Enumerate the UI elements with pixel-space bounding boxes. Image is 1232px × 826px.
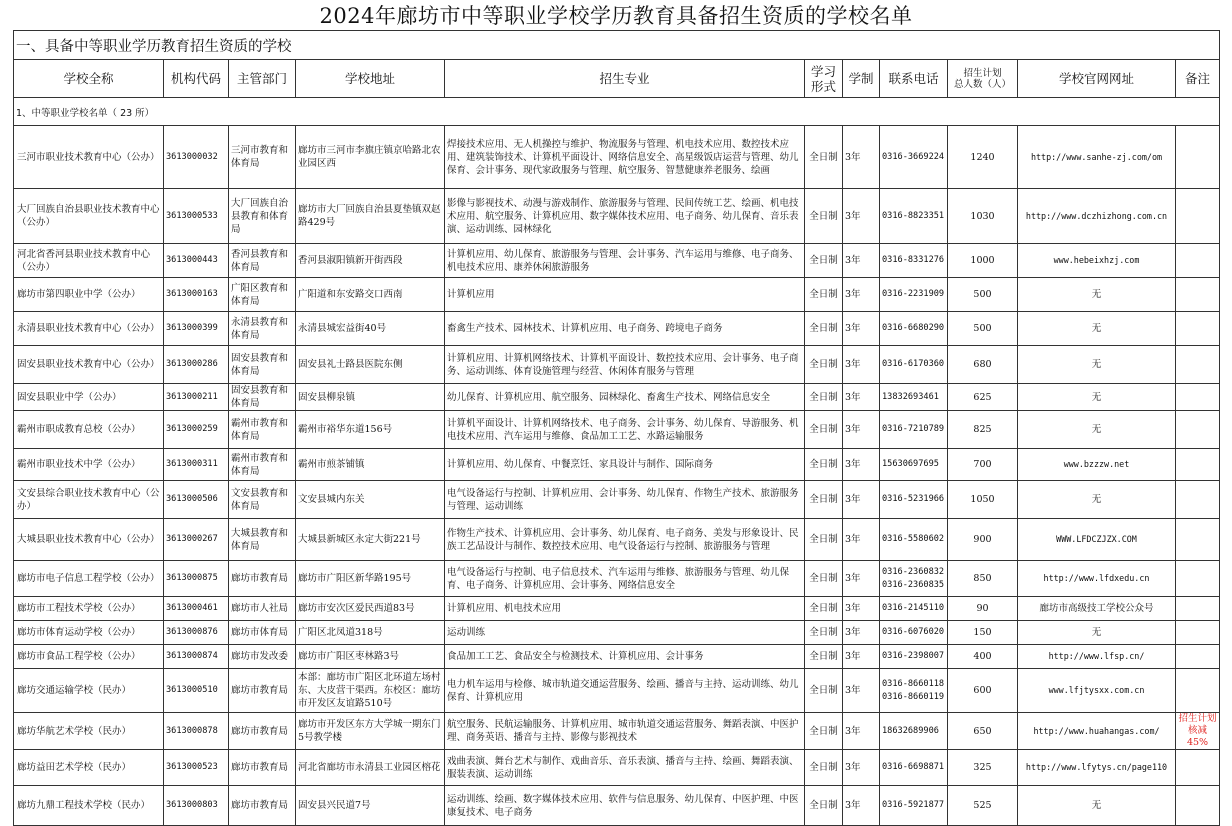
header-remark: 备注 bbox=[1176, 60, 1220, 98]
school-name-cell: 廊坊华航艺术学校（民办） bbox=[14, 713, 164, 750]
table-row bbox=[14, 786, 1220, 826]
duration-cell: 3年 bbox=[843, 561, 880, 597]
address-cell: 廊坊市开发区东方大学城一期东门5号教学楼 bbox=[296, 713, 445, 750]
majors-cell: 计算机应用、计算机网络技术、计算机平面设计、数控技术应用、会计事务、电子商务、运动训练、体育设施管理与经营、休闲体育服务与管理 bbox=[445, 346, 805, 384]
header-dept: 主管部门 bbox=[229, 60, 296, 98]
remark-cell bbox=[1176, 597, 1220, 621]
department-cell: 霸州市教育和体育局 bbox=[229, 411, 296, 449]
enrollment-plan-cell: 500 bbox=[948, 278, 1018, 312]
institution-code-cell: 3613000506 bbox=[164, 481, 229, 519]
address-cell: 永清县城宏益街40号 bbox=[296, 312, 445, 346]
department-cell: 固安县教育和体育局 bbox=[229, 384, 296, 411]
duration-cell: 3年 bbox=[843, 481, 880, 519]
header-code: 机构代码 bbox=[164, 60, 229, 98]
majors-cell: 焊接技术应用、无人机操控与维护、物流服务与管理、机电技术应用、数控技术应用、建筑装饰技术、计算机平面设计、网络信息安全、高星级饭店运营与管理、幼儿保育、会计事务、现代家政服务与管理、航空服务、智慧健康养老服务、绘画 bbox=[445, 126, 805, 189]
table-row bbox=[14, 519, 1220, 561]
header-study-form-line1: 学习 bbox=[810, 63, 836, 79]
enrollment-plan-cell: 90 bbox=[948, 597, 1018, 621]
phone-cell: 0316-2398007 bbox=[880, 645, 948, 669]
enrollment-plan-cell: 150 bbox=[948, 621, 1018, 645]
website-cell: 无 bbox=[1018, 346, 1176, 384]
website-cell: 无 bbox=[1018, 786, 1176, 826]
institution-code-cell: 3613000533 bbox=[164, 189, 229, 244]
schools-table bbox=[13, 30, 1220, 826]
table-row bbox=[14, 645, 1220, 669]
website-cell[interactable]: http://www.lfdxedu.cn bbox=[1018, 561, 1176, 597]
school-name-cell: 河北省香河县职业技术教育中心（公办） bbox=[14, 244, 164, 278]
department-cell: 香河县教育和体育局 bbox=[229, 244, 296, 278]
phone-cell: 0316-8331276 bbox=[880, 244, 948, 278]
table-row bbox=[14, 312, 1220, 346]
phone-cell: 0316-5921877 bbox=[880, 786, 948, 826]
phone-cell: 0316-6698871 bbox=[880, 750, 948, 786]
header-phone: 联系电话 bbox=[880, 60, 948, 98]
study-form-cell: 全日制 bbox=[805, 411, 843, 449]
institution-code-cell: 3613000875 bbox=[164, 561, 229, 597]
phone-cell: 0316-5580602 bbox=[880, 519, 948, 561]
institution-code-cell: 3613000461 bbox=[164, 597, 229, 621]
study-form-cell: 全日制 bbox=[805, 519, 843, 561]
enrollment-plan-cell: 650 bbox=[948, 713, 1018, 750]
duration-cell: 3年 bbox=[843, 750, 880, 786]
majors-cell: 电气设备运行与控制、电子信息技术、汽车运用与维修、旅游服务与管理、幼儿保育、电子商务、计算机应用、会计事务、网络信息安全 bbox=[445, 561, 805, 597]
majors-cell: 运动训练 bbox=[445, 621, 805, 645]
table-row bbox=[14, 597, 1220, 621]
institution-code-cell: 3613000286 bbox=[164, 346, 229, 384]
remark-cell bbox=[1176, 786, 1220, 826]
majors-cell: 作物生产技术、计算机应用、会计事务、幼儿保育、电子商务、美发与形象设计、民族工艺品设计与制作、数控技术应用、电气设备运行与控制、旅游服务与管理 bbox=[445, 519, 805, 561]
table-row bbox=[14, 126, 1220, 189]
remark-cell bbox=[1176, 312, 1220, 346]
majors-cell: 计算机平面设计、计算机网络技术、电子商务、会计事务、幼儿保育、导游服务、机电技术应用、汽车运用与维修、食品加工工艺、水路运输服务 bbox=[445, 411, 805, 449]
remark-cell bbox=[1176, 519, 1220, 561]
table-row bbox=[14, 481, 1220, 519]
department-cell: 霸州市教育和体育局 bbox=[229, 449, 296, 481]
website-cell[interactable]: http://www.sanhe-zj.com/om bbox=[1018, 126, 1176, 189]
website-cell[interactable]: http://www.lfytys.cn/page110 bbox=[1018, 750, 1176, 786]
enrollment-plan-cell: 325 bbox=[948, 750, 1018, 786]
institution-code-cell: 3613000311 bbox=[164, 449, 229, 481]
duration-cell: 3年 bbox=[843, 278, 880, 312]
section-title: 一、具备中等职业学历教育招生资质的学校 bbox=[14, 31, 1220, 60]
phone-cell: 0316-2360832 0316-2360835 bbox=[880, 561, 948, 597]
school-name-cell: 廊坊市体育运动学校（公办） bbox=[14, 621, 164, 645]
table-row bbox=[14, 346, 1220, 384]
majors-cell: 食品加工工艺、食品安全与检测技术、计算机应用、会计事务 bbox=[445, 645, 805, 669]
phone-cell: 0316-2145110 bbox=[880, 597, 948, 621]
address-cell: 河北省廊坊市永清县工业园区榕花 bbox=[296, 750, 445, 786]
phone-cell: 0316-8823351 bbox=[880, 189, 948, 244]
duration-cell: 3年 bbox=[843, 669, 880, 713]
majors-cell: 电力机车运用与检修、城市轨道交通运营服务、绘画、播音与主持、运动训练、幼儿保育、计算机应用 bbox=[445, 669, 805, 713]
enrollment-plan-cell: 525 bbox=[948, 786, 1018, 826]
school-name-cell: 三河市职业技术教育中心（公办） bbox=[14, 126, 164, 189]
address-cell: 大城县新城区永定大街221号 bbox=[296, 519, 445, 561]
website-cell[interactable]: 廊坊市高级技工学校公众号 bbox=[1018, 597, 1176, 621]
department-cell: 廊坊市体育局 bbox=[229, 621, 296, 645]
phone-cell: 0316-6680290 bbox=[880, 312, 948, 346]
study-form-cell: 全日制 bbox=[805, 244, 843, 278]
enrollment-plan-cell: 600 bbox=[948, 669, 1018, 713]
header-plan-line1: 招生计划 bbox=[963, 67, 1002, 79]
majors-cell: 计算机应用、机电技术应用 bbox=[445, 597, 805, 621]
duration-cell: 3年 bbox=[843, 449, 880, 481]
enrollment-plan-cell: 825 bbox=[948, 411, 1018, 449]
remark-cell bbox=[1176, 126, 1220, 189]
school-name-cell: 廊坊市电子信息工程学校（公办） bbox=[14, 561, 164, 597]
enrollment-plan-cell: 850 bbox=[948, 561, 1018, 597]
department-cell: 永清县教育和体育局 bbox=[229, 312, 296, 346]
phone-cell: 0316-6170360 bbox=[880, 346, 948, 384]
enrollment-plan-cell: 400 bbox=[948, 645, 1018, 669]
majors-cell: 影像与影视技术、动漫与游戏制作、旅游服务与管理、民间传统工艺、绘画、机电技术应用、航空服务、计算机应用、数字媒体技术应用、电子商务、幼儿保育、音乐表演、运动训练、园林绿化 bbox=[445, 189, 805, 244]
study-form-cell: 全日制 bbox=[805, 561, 843, 597]
school-name-cell: 固安县职业中学（公办） bbox=[14, 384, 164, 411]
website-cell[interactable]: http://www.huahangas.com/ bbox=[1018, 713, 1176, 750]
website-cell: 无 bbox=[1018, 481, 1176, 519]
department-cell: 廊坊市发改委 bbox=[229, 645, 296, 669]
institution-code-cell: 3613000878 bbox=[164, 713, 229, 750]
study-form-cell: 全日制 bbox=[805, 312, 843, 346]
subsection-title: 1、中等职业学校名单（ 23 所） bbox=[14, 98, 1220, 126]
institution-code-cell: 3613000259 bbox=[164, 411, 229, 449]
duration-cell: 3年 bbox=[843, 312, 880, 346]
duration-cell: 3年 bbox=[843, 384, 880, 411]
table-row bbox=[14, 621, 1220, 645]
table-header-row bbox=[14, 60, 1220, 98]
department-cell: 广阳区教育和体育局 bbox=[229, 278, 296, 312]
table-row bbox=[14, 278, 1220, 312]
school-name-cell: 大城县职业技术教育中心（公办） bbox=[14, 519, 164, 561]
duration-cell: 3年 bbox=[843, 244, 880, 278]
enrollment-plan-cell: 1050 bbox=[948, 481, 1018, 519]
study-form-cell: 全日制 bbox=[805, 189, 843, 244]
majors-cell: 计算机应用、幼儿保育、旅游服务与管理、会计事务、汽车运用与维修、电子商务、机电技术应用、康养休闲旅游服务 bbox=[445, 244, 805, 278]
department-cell: 廊坊市教育局 bbox=[229, 713, 296, 750]
majors-cell: 计算机应用、幼儿保育、中餐烹饪、家具设计与制作、国际商务 bbox=[445, 449, 805, 481]
table-row bbox=[14, 669, 1220, 713]
address-cell: 廊坊市大厂回族自治县夏垫镇双赵路429号 bbox=[296, 189, 445, 244]
department-cell: 廊坊市教育局 bbox=[229, 561, 296, 597]
address-cell: 广阳道和东安路交口西南 bbox=[296, 278, 445, 312]
institution-code-cell: 3613000803 bbox=[164, 786, 229, 826]
school-name-cell: 廊坊市工程技术学校（公办） bbox=[14, 597, 164, 621]
institution-code-cell: 3613000399 bbox=[164, 312, 229, 346]
school-name-cell: 霸州市职成教育总校（公办） bbox=[14, 411, 164, 449]
document-title: 2024年廊坊市中等职业学校学历教育具备招生资质的学校名单 bbox=[319, 4, 913, 28]
phone-cell: 13832693461 bbox=[880, 384, 948, 411]
school-name-cell: 霸州市职业技术中学（公办） bbox=[14, 449, 164, 481]
institution-code-cell: 3613000510 bbox=[164, 669, 229, 713]
study-form-cell: 全日制 bbox=[805, 481, 843, 519]
enrollment-plan-cell: 700 bbox=[948, 449, 1018, 481]
study-form-cell: 全日制 bbox=[805, 713, 843, 750]
study-form-cell: 全日制 bbox=[805, 346, 843, 384]
table-row bbox=[14, 713, 1220, 750]
table-row bbox=[14, 561, 1220, 597]
header-website: 学校官网网址 bbox=[1018, 60, 1176, 98]
institution-code-cell: 3613000874 bbox=[164, 645, 229, 669]
majors-cell: 计算机应用 bbox=[445, 278, 805, 312]
address-cell: 文安县城内东关 bbox=[296, 481, 445, 519]
table-row bbox=[14, 449, 1220, 481]
department-cell: 大城县教育和体育局 bbox=[229, 519, 296, 561]
duration-cell: 3年 bbox=[843, 645, 880, 669]
enrollment-plan-cell: 900 bbox=[948, 519, 1018, 561]
remark-cell bbox=[1176, 561, 1220, 597]
institution-code-cell: 3613000163 bbox=[164, 278, 229, 312]
address-cell: 廊坊市广阳区枣林路3号 bbox=[296, 645, 445, 669]
table-row bbox=[14, 750, 1220, 786]
address-cell: 固安县兴民道7号 bbox=[296, 786, 445, 826]
website-cell: 无 bbox=[1018, 312, 1176, 346]
website-cell: 无 bbox=[1018, 278, 1176, 312]
header-plan-line2: 总人数（人） bbox=[953, 78, 1011, 90]
remark-cell: 招生计划核减45% bbox=[1176, 713, 1220, 750]
phone-cell: 0316-6076020 bbox=[880, 621, 948, 645]
remark-cell bbox=[1176, 384, 1220, 411]
study-form-cell: 全日制 bbox=[805, 645, 843, 669]
remark-cell bbox=[1176, 621, 1220, 645]
study-form-cell: 全日制 bbox=[805, 278, 843, 312]
remark-cell bbox=[1176, 645, 1220, 669]
remark-cell bbox=[1176, 750, 1220, 786]
website-cell[interactable]: http://www.lfsp.cn/ bbox=[1018, 645, 1176, 669]
department-cell: 廊坊市教育局 bbox=[229, 786, 296, 826]
address-cell: 固安县礼士路县医院东侧 bbox=[296, 346, 445, 384]
phone-cell: 0316-2231909 bbox=[880, 278, 948, 312]
website-cell: 无 bbox=[1018, 411, 1176, 449]
remark-cell bbox=[1176, 411, 1220, 449]
school-name-cell: 文安县综合职业技术教育中心（公办） bbox=[14, 481, 164, 519]
header-duration: 学制 bbox=[843, 60, 880, 98]
table-row bbox=[14, 411, 1220, 449]
phone-cell: 0316-5231966 bbox=[880, 481, 948, 519]
study-form-cell: 全日制 bbox=[805, 750, 843, 786]
institution-code-cell: 3613000211 bbox=[164, 384, 229, 411]
department-cell: 廊坊市教育局 bbox=[229, 750, 296, 786]
institution-code-cell: 3613000523 bbox=[164, 750, 229, 786]
enrollment-plan-cell: 500 bbox=[948, 312, 1018, 346]
header-plan bbox=[948, 60, 1018, 98]
address-cell: 广阳区北凤道318号 bbox=[296, 621, 445, 645]
department-cell: 廊坊市教育局 bbox=[229, 669, 296, 713]
study-form-cell: 全日制 bbox=[805, 384, 843, 411]
study-form-cell: 全日制 bbox=[805, 126, 843, 189]
phone-cell: 15630697695 bbox=[880, 449, 948, 481]
institution-code-cell: 3613000032 bbox=[164, 126, 229, 189]
school-name-cell: 廊坊市食品工程学校（公办） bbox=[14, 645, 164, 669]
remark-cell bbox=[1176, 669, 1220, 713]
website-cell[interactable]: www.hebeixhzj.com bbox=[1018, 244, 1176, 278]
header-address: 学校地址 bbox=[296, 60, 445, 98]
remark-cell bbox=[1176, 346, 1220, 384]
duration-cell: 3年 bbox=[843, 126, 880, 189]
duration-cell: 3年 bbox=[843, 786, 880, 826]
study-form-cell: 全日制 bbox=[805, 786, 843, 826]
duration-cell: 3年 bbox=[843, 621, 880, 645]
enrollment-plan-cell: 680 bbox=[948, 346, 1018, 384]
school-name-cell: 廊坊益田艺术学校（民办） bbox=[14, 750, 164, 786]
enrollment-plan-cell: 1000 bbox=[948, 244, 1018, 278]
remark-cell bbox=[1176, 481, 1220, 519]
department-cell: 文安县教育和体育局 bbox=[229, 481, 296, 519]
department-cell: 大厂回族自治县教育和体育局 bbox=[229, 189, 296, 244]
address-cell: 香河县淑阳镇新开街西段 bbox=[296, 244, 445, 278]
table-row bbox=[14, 244, 1220, 278]
header-study-form-line2: 形式 bbox=[810, 78, 836, 94]
header-majors: 招生专业 bbox=[445, 60, 805, 98]
majors-cell: 电气设备运行与控制、计算机应用、会计事务、幼儿保育、作物生产技术、旅游服务与管理、运动训练 bbox=[445, 481, 805, 519]
school-name-cell: 固安县职业技术教育中心（公办） bbox=[14, 346, 164, 384]
duration-cell: 3年 bbox=[843, 597, 880, 621]
institution-code-cell: 3613000443 bbox=[164, 244, 229, 278]
address-cell: 廊坊市安次区爱民西道83号 bbox=[296, 597, 445, 621]
phone-cell: 18632689906 bbox=[880, 713, 948, 750]
enrollment-plan-cell: 1030 bbox=[948, 189, 1018, 244]
address-cell: 廊坊市广阳区新华路195号 bbox=[296, 561, 445, 597]
phone-cell: 0316-8660118 0316-8660119 bbox=[880, 669, 948, 713]
institution-code-cell: 3613000267 bbox=[164, 519, 229, 561]
enrollment-plan-cell: 1240 bbox=[948, 126, 1018, 189]
duration-cell: 3年 bbox=[843, 346, 880, 384]
department-cell: 廊坊市人社局 bbox=[229, 597, 296, 621]
majors-cell: 幼儿保育、计算机应用、航空服务、园林绿化、畜禽生产技术、网络信息安全 bbox=[445, 384, 805, 411]
header-study-form bbox=[805, 60, 843, 98]
remark-cell bbox=[1176, 189, 1220, 244]
duration-cell: 3年 bbox=[843, 189, 880, 244]
address-cell: 本部：廊坊市广阳区北环道左场村东、大皮营干渠西。东校区：廊坊市开发区友谊路510号 bbox=[296, 669, 445, 713]
website-cell[interactable]: WWW.LFDCZJZX.COM bbox=[1018, 519, 1176, 561]
duration-cell: 3年 bbox=[843, 411, 880, 449]
phone-cell: 0316-3669224 bbox=[880, 126, 948, 189]
duration-cell: 3年 bbox=[843, 713, 880, 750]
duration-cell: 3年 bbox=[843, 519, 880, 561]
remark-cell bbox=[1176, 278, 1220, 312]
table-row bbox=[14, 189, 1220, 244]
school-name-cell: 永清县职业技术教育中心（公办） bbox=[14, 312, 164, 346]
study-form-cell: 全日制 bbox=[805, 669, 843, 713]
institution-code-cell: 3613000876 bbox=[164, 621, 229, 645]
address-cell: 廊坊市三河市李旗庄镇京哈路北农业园区西 bbox=[296, 126, 445, 189]
website-cell[interactable]: www.lfjtysxx.com.cn bbox=[1018, 669, 1176, 713]
majors-cell: 畜禽生产技术、园林技术、计算机应用、电子商务、跨境电子商务 bbox=[445, 312, 805, 346]
study-form-cell: 全日制 bbox=[805, 621, 843, 645]
table-row bbox=[14, 384, 1220, 411]
school-name-cell: 廊坊交通运输学校（民办） bbox=[14, 669, 164, 713]
website-cell[interactable]: http://www.dczhizhong.com.cn bbox=[1018, 189, 1176, 244]
majors-cell: 航空服务、民航运输服务、计算机应用、城市轨道交通运营服务、舞蹈表演、中医护理、商务英语、播音与主持、影像与影视技术 bbox=[445, 713, 805, 750]
majors-cell: 戏曲表演、舞台艺术与制作、戏曲音乐、音乐表演、播音与主持、绘画、舞蹈表演、服装表演、运动训练 bbox=[445, 750, 805, 786]
header-name: 学校全称 bbox=[14, 60, 164, 98]
remark-cell bbox=[1176, 449, 1220, 481]
school-name-cell: 廊坊九鼎工程技术学校（民办） bbox=[14, 786, 164, 826]
website-cell[interactable]: www.bzzzw.net bbox=[1018, 449, 1176, 481]
remark-cell bbox=[1176, 244, 1220, 278]
phone-cell: 0316-7210789 bbox=[880, 411, 948, 449]
address-cell: 霸州市裕华东道156号 bbox=[296, 411, 445, 449]
address-cell: 霸州市煎茶铺镇 bbox=[296, 449, 445, 481]
enrollment-plan-cell: 625 bbox=[948, 384, 1018, 411]
majors-cell: 运动训练、绘画、数字媒体技术应用、软件与信息服务、幼儿保育、中医护理、中医康复技术、电子商务 bbox=[445, 786, 805, 826]
study-form-cell: 全日制 bbox=[805, 597, 843, 621]
study-form-cell: 全日制 bbox=[805, 449, 843, 481]
website-cell: 无 bbox=[1018, 621, 1176, 645]
website-cell: 无 bbox=[1018, 384, 1176, 411]
department-cell: 三河市教育和体育局 bbox=[229, 126, 296, 189]
school-name-cell: 廊坊市第四职业中学（公办） bbox=[14, 278, 164, 312]
department-cell: 固安县教育和体育局 bbox=[229, 346, 296, 384]
address-cell: 固安县柳泉镇 bbox=[296, 384, 445, 411]
school-name-cell: 大厂回族自治县职业技术教育中心（公办） bbox=[14, 189, 164, 244]
